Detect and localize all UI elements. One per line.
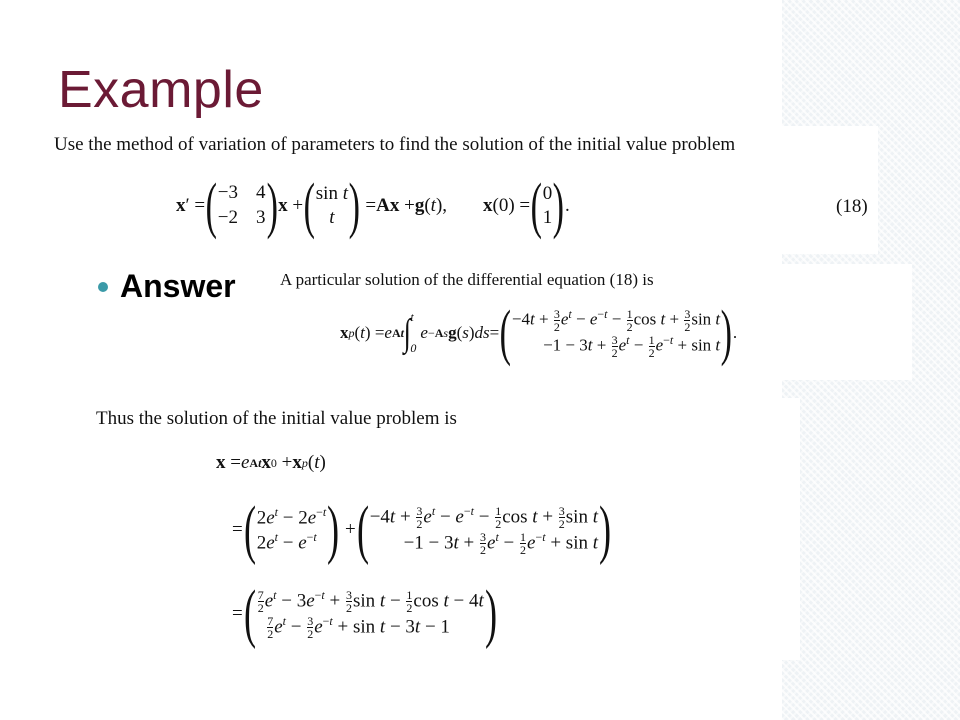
- bullet-icon: [98, 282, 108, 292]
- particular-intro: A particular solution of the differential equation (18) is: [280, 270, 654, 289]
- answer-label: Answer: [120, 268, 236, 304]
- particular-solution-panel: [270, 264, 912, 380]
- problem-panel: [48, 126, 878, 254]
- solution-line-1: x = e At x 0 + x p ( t ): [216, 452, 326, 473]
- problem-prompt: Use the method of variation of parameters to find the solution of the initial value problem: [54, 134, 736, 155]
- answer-bullet: [98, 268, 236, 305]
- slide-title: Example: [58, 61, 264, 119]
- equation-number: (18): [836, 196, 868, 217]
- solution-line-2: = ( $2e^t - 2e^{-t}$ $2e^t - e^{-t}$ ) + ( −4t + $\frac{3}{2}$ $e^t - e^{-t}$ − $\frac{1}{2}$ cos t + $\frac{3}{2}$ sin t −1 − 3t + $\frac{3}{2}$ $e^t$ − $\frac{1}{2}$ $e^{-t} + \sin t$ ): [232, 493, 612, 566]
- solution-intro: Thus the solution of the initial value problem is: [96, 408, 457, 429]
- particular-solution-equation: x p ( t ) = e At ∫ t 0 e −As g ( s ) ds = ( −4t + $\frac{3}{2}$ $e^t - e^{-t}$ − $\frac{1}{2}$ cos t + $\frac{3}{2}$ sin t −1 − 3t + $\frac{3}{2}$ $e^t$ − $\frac{1}{2}$ $e^{-t} + \sin t$ ) .: [340, 299, 738, 367]
- solution-line-3: = ( $\frac{7}{2}$ $e^t - 3e^{-t}$ + $\frac{3}{2}$ sin t − $\frac{1}{2}$ cos t − 4t $\frac{7}{2}$ $e^t$ − $\frac{3}{2}$ $e^{-t} + \sin t - 3t - 1$ ): [232, 577, 497, 650]
- ivp-equation: x ′ = ( −3 4 −2 3 ) x + ( sin t t ) = Ax + g ( t ), x (0) = ( 0 1 ) .: [176, 172, 570, 240]
- solution-panel: [86, 398, 800, 660]
